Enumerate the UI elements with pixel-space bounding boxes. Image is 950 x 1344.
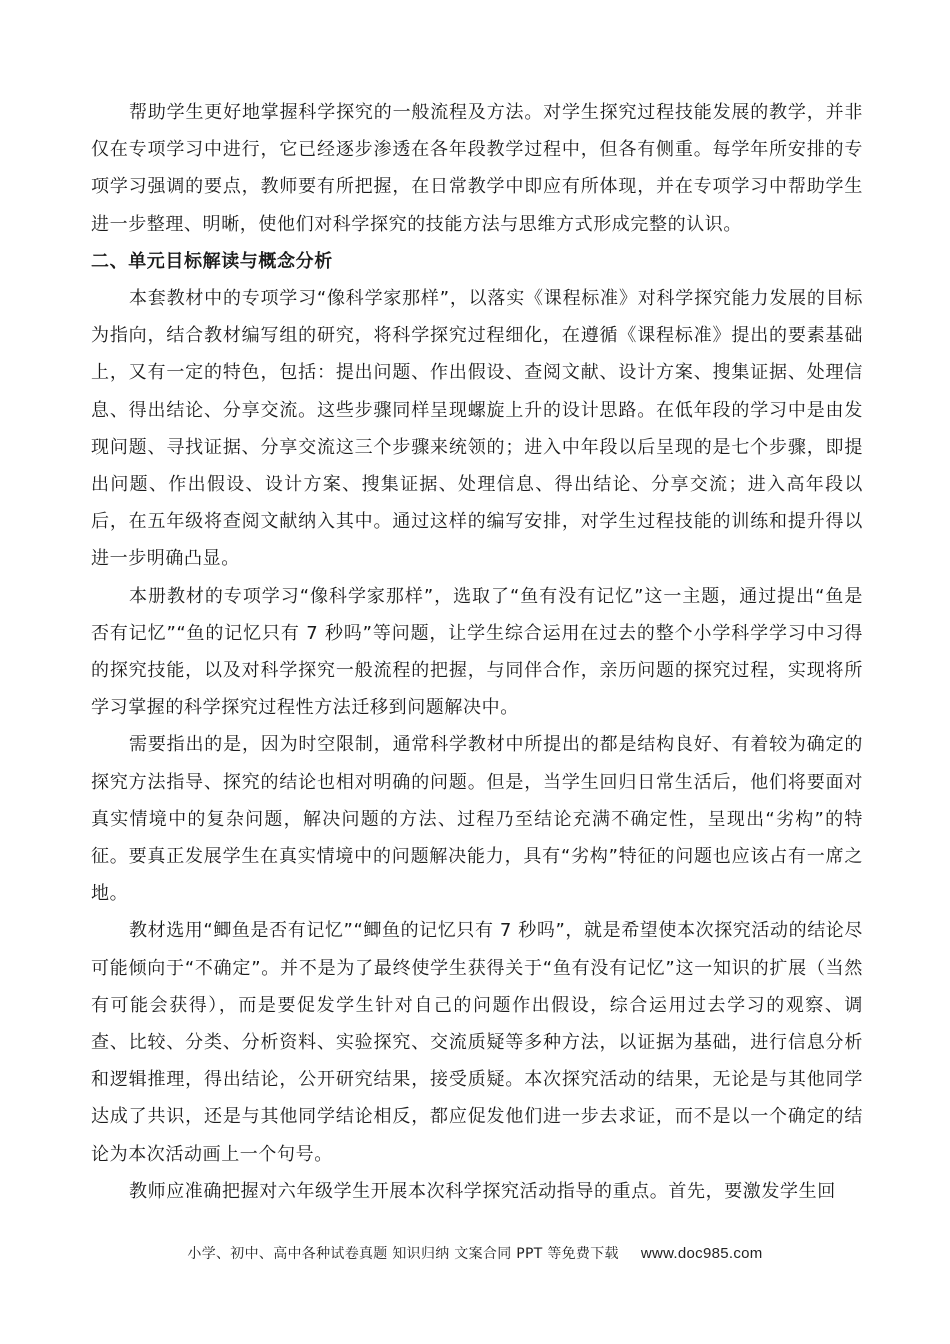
page-footer (0, 1243, 950, 1263)
footer-url[interactable]: www.doc985.com (640, 1245, 763, 1262)
paragraph-2: 本套教材中的专项学习“像科学家那样”，以落实《课程标准》对科学探究能力发展的目标为指向，结合教材编写组的研究，将科学探究过程细化，在遵循《课程标准》提出的要素基础上，又有一定的特色，包括：提出问题、作出假设、查阅文献、设计方案、搜集证据、处理信息、得出结论、分享交流。这些步骤同样呈现螺旋上升的设计思路。在低年段的学习中是由发现问题、寻找证据、分享交流这三个步骤来统领的；进入中年段以后呈现的是七个步骤，即提出问题、作出假设、设计方案、搜集证据、处理信息、得出结论、分享交流；进入高年段以后，在五年级将查阅文献纳入其中。通过这样的编写安排，对学生过程技能的训练和提升得以进一步明确凸显。 (91, 288, 863, 570)
paragraph-6: 教师应准确把握对六年级学生开展本次科学探究活动指导的重点。首先，要激发学生回 (129, 1180, 836, 1202)
paragraph-4: 需要指出的是，因为时空限制，通常科学教材中所提出的都是结构良好、有着较为确定的探究方法指导、探究的结论也相对明确的问题。但是，当学生回归日常生活后，他们将要面对真实情境中的复杂问题，解决问题的方法、过程乃至结论充满不确定性，呈现出“劣构”的特征。要真正发展学生在真实情境中的问题解决能力，具有“劣构”特征的问题也应该占有一席之地。 (91, 734, 863, 905)
document-body (91, 94, 863, 1210)
paragraph-1: 帮助学生更好地掌握科学探究的一般流程及方法。对学生探究过程技能发展的教学，并非仅在专项学习中进行，它已经逐步渗透在各年段教学过程中，但各有侧重。每学年所安排的专项学习强调的要点，教师要有所把握，在日常教学中即应有所体现，并在专项学习中帮助学生进一步整理、明晰，使他们对科学探究的技能方法与思维方式形成完整的认识。 (91, 102, 863, 235)
paragraph-3: 本册教材的专项学习“像科学家那样”，选取了“鱼有没有记忆”这一主题，通过提出“鱼是否有记忆”“鱼的记忆只有 7 秒吗”等问题，让学生综合运用在过去的整个小学科学学习中习得的探究技能，以及对科学探究一般流程的把握，与同伴合作，亲历问题的探究过程，实现将所学习掌握的科学探究过程性方法迁移到问题解决中。 (91, 585, 863, 719)
footer-text: 小学、初中、高中各种试卷真题 知识归纳 文案合同 PPT 等免费下载 (187, 1246, 619, 1262)
paragraph-5: 教材选用“鲫鱼是否有记忆”“鲫鱼的记忆只有 7 秒吗”，就是希望使本次探究活动的结论尽可能倾向于“不确定”。并不是为了最终使学生获得关于“鱼有没有记忆”这一知识的扩展（当然有可能会获得），而是要促发学生针对自己的问题作出假设，综合运用过去学习的观察、调查、比较、分类、分析资料、实验探究、交流质疑等多种方法，以证据为基础，进行信息分析和逻辑推理，得出结论，公开研究结果，接受质疑。本次探究活动的结果，无论是与其他同学达成了共识，还是与其他同学结论相反，都应促发他们进一步去求证，而不是以一个确定的结论为本次活动画上一个句号。 (91, 920, 863, 1165)
section-heading: 二、单元目标解读与概念分析 (91, 250, 333, 272)
